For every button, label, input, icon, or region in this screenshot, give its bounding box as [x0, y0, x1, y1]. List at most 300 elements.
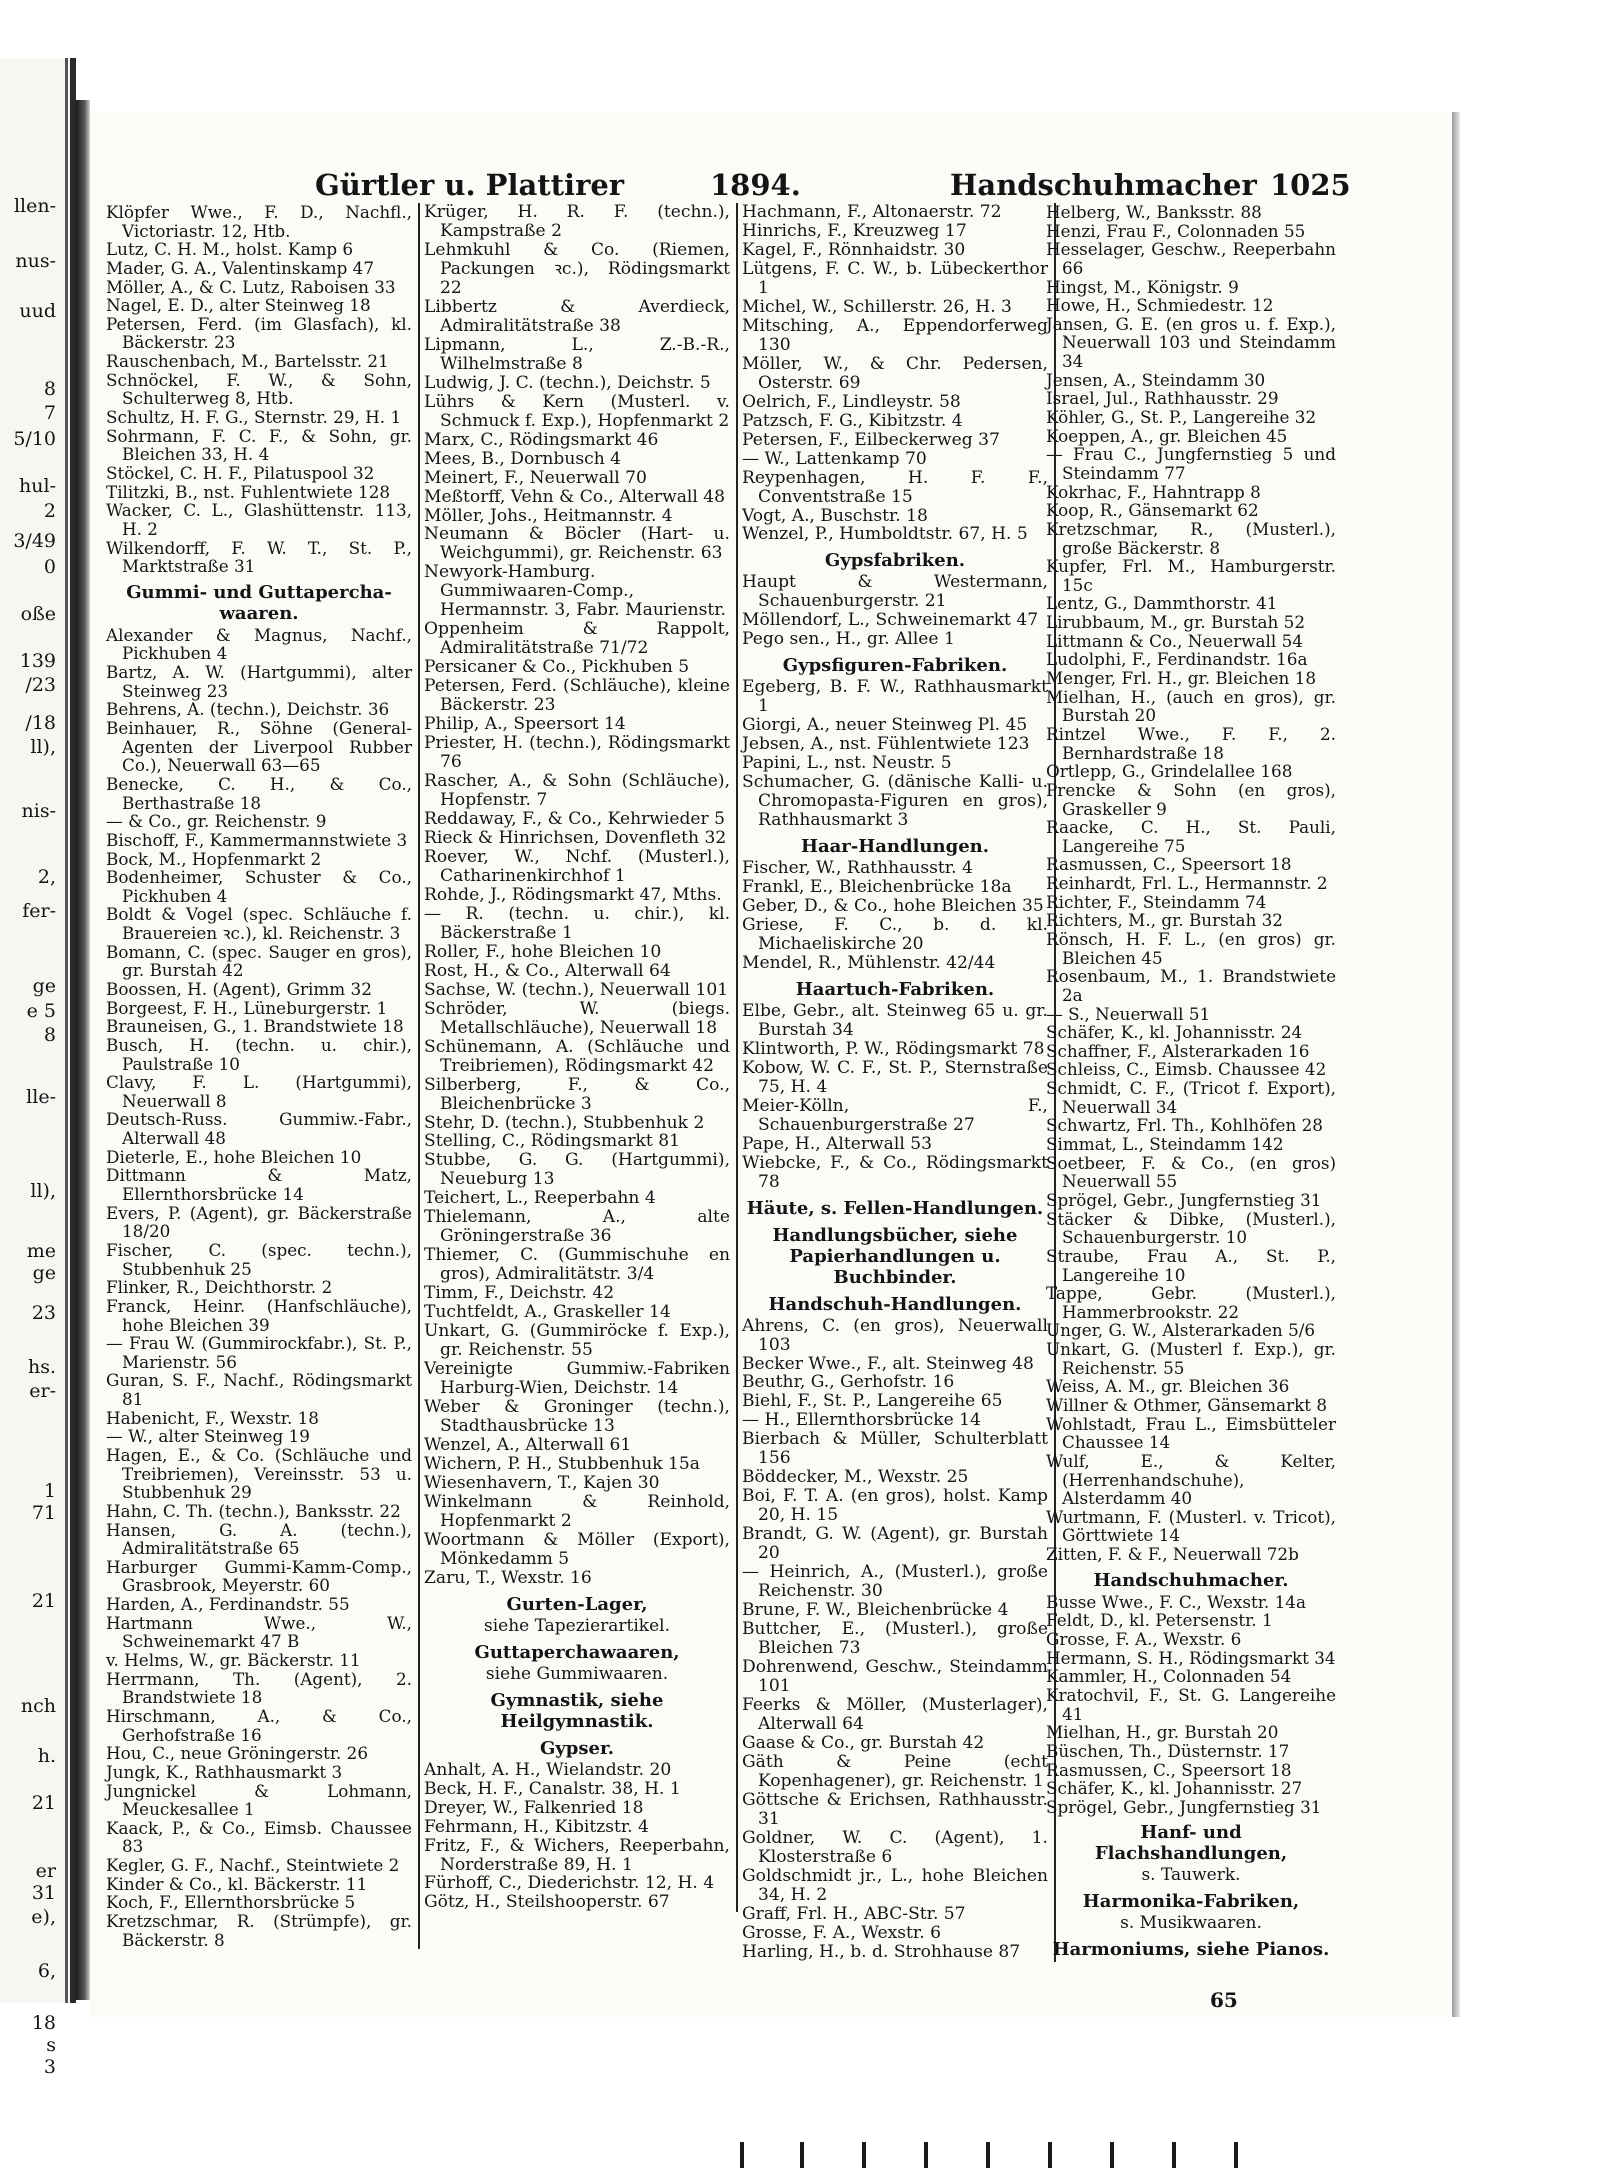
- directory-entry: Pego sen., H., gr. Allee 1: [742, 629, 955, 650]
- directory-entry: Boi, F. T. A. (en gros), holst. Kamp 20, H. 15: [742, 1486, 1048, 1526]
- directory-entry: Rascher, A., & Sohn (Schläuche), Hopfenstr. 7: [424, 771, 730, 811]
- margin-fragment: ge: [32, 975, 56, 997]
- directory-entry: Lührs & Kern (Musterl. v. Schmuck f. Exp.), Hopfenmarkt 2: [424, 391, 730, 431]
- directory-entry: Weiss, A. M., gr. Bleichen 36: [1046, 1376, 1290, 1397]
- directory-entry: Möllendorf, L., Schweinemarkt 47: [742, 610, 1039, 631]
- directory-entry: Fritz, F., & Wichers, Reeperbahn, Norderstraße 89, H. 1: [424, 1835, 730, 1875]
- margin-fragment: 31: [31, 1882, 56, 1904]
- directory-entry: Tappe, Gebr. (Musterl.), Hammerbrookstr. 22: [1046, 1283, 1336, 1322]
- directory-entry: Libbertz & Averdieck, Admiralitätstraße 38: [424, 296, 730, 336]
- directory-entry: Tuchtfeldt, A., Graskeller 14: [424, 1302, 671, 1323]
- directory-entry: Thiemer, C. (Gummischuhe en gros), Admiralitätstr. 3/4: [424, 1245, 730, 1285]
- directory-entry: — H., Ellernthorsbrücke 14: [742, 1410, 981, 1431]
- directory-entry: Göttsche & Erichsen, Rathhausstr. 31: [742, 1789, 1048, 1829]
- margin-fragment: /23: [25, 674, 56, 696]
- directory-entry: Jungk, K., Rathhausmarkt 3: [106, 1761, 343, 1782]
- directory-entry: Biehl, F., St. P., Langereihe 65: [742, 1391, 1003, 1412]
- directory-entry: Roever, W., Nchf. (Musterl.), Catharinenkirchhof 1: [424, 846, 730, 886]
- directory-entry: Hinrichs, F., Kreuzweg 17: [742, 220, 967, 241]
- directory-entry: Willner & Othmer, Gänsemarkt 8: [1046, 1395, 1328, 1415]
- column-rule: [418, 203, 420, 1949]
- directory-entry: Gaase & Co., gr. Burstah 42: [742, 1732, 985, 1753]
- margin-fragment: uud: [19, 300, 56, 322]
- directory-entry: Kinder & Co., kl. Bäckerstr. 11: [106, 1873, 368, 1894]
- directory-entry: Sohrmann, F. C. F., & Sohn, gr. Bleichen 33, H. 4: [106, 425, 412, 465]
- directory-entry: Götz, H., Steilshooperstr. 67: [424, 1892, 670, 1913]
- directory-entry: Wohlstadt, Frau L., Eimsbütteler Chaussee 14: [1046, 1413, 1336, 1453]
- margin-fragment: 23: [31, 1302, 56, 1324]
- directory-entry: Lutz, C. H. M., holst. Kamp 6: [106, 239, 354, 260]
- directory-entry: Soetbeer, F. & Co., (en gros) Neuerwall 55: [1046, 1152, 1336, 1192]
- margin-fragment: fer-: [22, 900, 56, 922]
- directory-entry: Dittmann & Matz, Ellernthorsbrücke 14: [106, 1165, 412, 1205]
- directory-entry: Dohrenwend, Geschw., Steindamm 101: [742, 1657, 1048, 1696]
- directory-entry: Hirschmann, A., & Co., Gerhofstraße 16: [106, 1705, 412, 1745]
- directory-entry: Koop, R., Gänsemarkt 62: [1046, 500, 1259, 521]
- margin-fragment: llen-: [13, 195, 56, 217]
- binding-shadow: [65, 58, 68, 2003]
- directory-column-2: [424, 203, 730, 1912]
- section-heading: Handlungsbücher, siehe Papierhandlungen u. Buchbinder.: [772, 1224, 1018, 1288]
- directory-entry: Jungnickel & Lohmann, Meuckesallee 1: [106, 1780, 412, 1820]
- directory-entry: Nagel, E. D., alter Steinweg 18: [106, 295, 371, 316]
- directory-entry: Raacke, C. H., St. Pauli, Langereihe 75: [1046, 817, 1336, 856]
- directory-entry: Wenzel, P., Humboldtstr. 67, H. 5: [742, 524, 1028, 545]
- directory-entry: Boldt & Vogel (spec. Schläuche f. Brauereien ꝛc.), kl. Reichenstr. 3: [106, 904, 412, 944]
- directory-entry: Lehmkuhl & Co. (Riemen, Packungen ꝛc.), Rödingsmarkt 22: [424, 239, 730, 298]
- directory-column-3: [742, 203, 1048, 1962]
- directory-entry: Neumann & Böcler (Hart- u. Weichgummi), gr. Reichenstr. 63: [424, 524, 730, 564]
- directory-entry: — R. (techn. u. chir.), kl. Bäckerstraße 1: [424, 903, 730, 943]
- margin-fragment: /18: [25, 712, 56, 734]
- directory-entry: Kupfer, Frl. M., Hamburgerstr. 15c: [1046, 556, 1336, 595]
- directory-entry: Koeppen, A., gr. Bleichen 45: [1046, 425, 1288, 446]
- directory-entry: Bock, M., Hopfenmarkt 2: [106, 848, 322, 869]
- margin-fragment: 139: [19, 650, 56, 672]
- directory-entry: Mielhan, H., (auch en gros), gr. Burstah 20: [1046, 686, 1336, 726]
- directory-entry: Feldt, D., kl. Petersenstr. 1: [1046, 1610, 1273, 1631]
- page-number: 1025: [1270, 168, 1351, 202]
- directory-entry: Möller, Johs., Heitmannstr. 4: [424, 505, 673, 526]
- directory-entry: Dreyer, W., Falkenried 18: [424, 1797, 644, 1818]
- directory-entry: Schäfer, K., kl. Johannisstr. 27: [1046, 1778, 1303, 1799]
- directory-entry: Hansen, G. A. (techn.), Admiralitätstraße 65: [106, 1519, 412, 1559]
- directory-entry: Papini, L., nst. Neustr. 5: [742, 753, 952, 774]
- section-heading: Gypsfiguren-Fabriken.: [782, 655, 1008, 677]
- directory-entry: — W., alter Steinweg 19: [106, 1426, 310, 1447]
- directory-entry: Rasmussen, C., Speersort 18: [1046, 1759, 1292, 1780]
- directory-entry: Israel, Jul., Rathhausstr. 29: [1046, 388, 1279, 409]
- directory-entry: Vogt, A., Buschstr. 18: [742, 505, 928, 526]
- section-heading: Harmoniums, siehe Pianos.: [1052, 1938, 1330, 1960]
- directory-entry: Simmat, L., Steindamm 142: [1046, 1134, 1284, 1155]
- directory-entry: Schünemann, A. (Schläuche und Treibriemen), Rödingsmarkt 42: [424, 1036, 730, 1076]
- directory-entry: Unkart, G. (Gummiröcke f. Exp.), gr. Reichenstr. 55: [424, 1321, 730, 1361]
- column-rule: [736, 203, 738, 1912]
- section-heading: Häute, s. Fellen-Handlungen.: [746, 1197, 1044, 1219]
- directory-entry: Böddecker, M., Wexstr. 25: [742, 1467, 969, 1488]
- directory-entry: Schumacher, G. (dänische Kalli- u. Chromopasta-Figuren en gros), Rathhausmarkt 3: [742, 772, 1048, 831]
- directory-entry: — & Co., gr. Reichenstr. 9: [106, 811, 327, 832]
- directory-entry: Klöpfer Wwe., F. D., Nachfl., Victoriastr. 12, Htb.: [106, 202, 412, 241]
- directory-entry: Rauschenbach, M., Bartelsstr. 21: [106, 351, 389, 372]
- section-heading: Handschuh-Handlungen.: [768, 1293, 1022, 1315]
- margin-fragment: nch: [20, 1695, 56, 1717]
- directory-entry: Rost, H., & Co., Alterwall 64: [424, 960, 671, 981]
- directory-entry: Richter, F., Steindamm 74: [1046, 891, 1267, 912]
- section-heading: Gypsfabriken.: [824, 550, 966, 572]
- directory-entry: — W., Lattenkamp 70: [742, 448, 927, 469]
- directory-entry: Wurtmann, F. (Musterl. v. Tricot), Görttwiete 14: [1046, 1506, 1336, 1546]
- directory-entry: Guran, S. F., Nachf., Rödingsmarkt 81: [106, 1370, 412, 1410]
- directory-entry: Roller, F., hohe Bleichen 10: [424, 941, 662, 962]
- margin-fragment: 8: [43, 1024, 56, 1046]
- directory-entry: Wiebcke, F., & Co., Rödingsmarkt 78: [742, 1152, 1048, 1192]
- directory-entry: Schultz, H. F. G., Sternstr. 29, H. 1: [106, 407, 402, 428]
- directory-entry: Hachmann, F., Altonaerstr. 72: [742, 202, 1002, 222]
- section-heading: Haartuch-Fabriken.: [795, 978, 995, 1000]
- directory-entry: Egeberg, B. F. W., Rathhausmarkt 1: [742, 677, 1048, 717]
- directory-entry: Harden, A., Ferdinandstr. 55: [106, 1594, 350, 1615]
- margin-fragment: 71: [31, 1502, 56, 1524]
- directory-entry: Michel, W., Schillerstr. 26, H. 3: [742, 296, 1012, 317]
- directory-entry: Krüger, H. R. F. (techn.), Kampstraße 2: [424, 202, 730, 241]
- directory-entry: Zitten, F. & F., Neuerwall 72b: [1046, 1544, 1299, 1565]
- directory-entry: Graff, Frl. H., ABC-Str. 57: [742, 1903, 966, 1924]
- directory-entry: Lentz, G., Dammthorstr. 41: [1046, 593, 1278, 614]
- directory-entry: Priester, H. (techn.), Rödingsmarkt 76: [424, 733, 730, 773]
- directory-entry: Wenzel, A., Alterwall 61: [424, 1434, 632, 1455]
- directory-entry: Richters, M., gr. Burstah 32: [1046, 910, 1283, 931]
- directory-entry: Büschen, Th., Düsternstr. 17: [1046, 1740, 1290, 1761]
- directory-entry: Straube, Frau A., St. P., Langereihe 10: [1046, 1245, 1336, 1285]
- directory-entry: Busse Wwe., F. C., Wexstr. 14a: [1046, 1591, 1306, 1612]
- directory-entry: Kokrhac, F., Hahntrapp 8: [1046, 481, 1261, 502]
- directory-entry: Schmidt, C. F., (Tricot f. Export), Neuerwall 34: [1046, 1078, 1336, 1117]
- directory-entry: Jensen, A., Steindamm 30: [1046, 369, 1266, 390]
- cross-reference: siehe Tapezierartikel.: [483, 1615, 671, 1636]
- directory-entry: Dieterle, E., hohe Bleichen 10: [106, 1146, 362, 1167]
- directory-entry: Ludolphi, F., Ferdinandstr. 16a: [1046, 649, 1308, 670]
- directory-entry: Evers, P. (Agent), gr. Bäckerstraße 18/20: [106, 1202, 412, 1242]
- directory-entry: Tilitzki, B., nst. Fuhlentwiete 128: [106, 481, 391, 502]
- directory-entry: Deutsch-Russ. Gummiw.-Fabr., Alterwall 48: [106, 1109, 412, 1149]
- margin-fragment: 8: [43, 378, 56, 400]
- directory-entry: Benecke, C. H., & Co., Berthastraße 18: [106, 773, 412, 813]
- directory-entry: Ortlepp, G., Grindelallee 168: [1046, 761, 1293, 782]
- directory-entry: Fürhoff, C., Diederichstr. 12, H. 4: [424, 1873, 715, 1894]
- directory-entry: Kagel, F., Rönnhaidstr. 30: [742, 239, 966, 260]
- directory-entry: Newyork-Hamburg. Gummiwaaren-Comp., Hermannstr. 3, Fabr. Maurienstr.: [424, 562, 726, 621]
- directory-entry: Alexander & Magnus, Nachf., Pickhuben 4: [106, 624, 412, 664]
- directory-entry: Brandt, G. W. (Agent), gr. Burstah 20: [742, 1524, 1048, 1564]
- directory-entry: Reinhardt, Frl. L., Hermannstr. 2: [1046, 873, 1328, 894]
- cross-reference: siehe Gummiwaaren.: [485, 1663, 669, 1684]
- directory-entry: Stubbe, G. G. (Hartgummi), Neueburg 13: [424, 1150, 730, 1190]
- directory-entry: Zaru, T., Wexstr. 16: [424, 1567, 592, 1588]
- directory-entry: Hingst, M., Königstr. 9: [1046, 276, 1239, 297]
- directory-entry: Marx, C., Rödingsmarkt 46: [424, 429, 659, 450]
- directory-entry: Mees, B., Dornbusch 4: [424, 448, 622, 469]
- directory-entry: Fischer, W., Rathhausstr. 4: [742, 858, 973, 879]
- directory-entry: Jansen, G. E. (en gros u. f. Exp.), Neuerwall 103 und Steindamm 34: [1046, 313, 1336, 372]
- directory-entry: Hartmann Wwe., W., Schweinemarkt 47 B: [106, 1612, 412, 1652]
- directory-entry: Sachse, W. (techn.), Neuerwall 101: [424, 979, 729, 1000]
- directory-entry: Kegler, G. F., Nachf., Steintwiete 2: [106, 1855, 400, 1876]
- directory-entry: Wacker, C. L., Glashüttenstr. 113, H. 2: [106, 500, 412, 539]
- directory-entry: Rieck & Hinrichsen, Dovenfleth 32: [424, 827, 727, 848]
- directory-entry: Kammler, H., Colonnaden 54: [1046, 1666, 1292, 1687]
- directory-entry: — S., Neuerwall 51: [1046, 1003, 1211, 1024]
- directory-entry: Pape, H., Alterwall 53: [742, 1133, 932, 1154]
- directory-entry: Rönsch, H. F. L., (en gros) gr. Bleichen 45: [1046, 928, 1336, 968]
- directory-entry: Lütgens, F. C. W., b. Lübeckerthor 1: [742, 258, 1048, 298]
- directory-entry: Winkelmann & Reinhold, Hopfenmarkt 2: [424, 1491, 730, 1531]
- directory-entry: Schwartz, Frl. Th., Kohlhöfen 28: [1046, 1115, 1323, 1136]
- directory-entry: Hahn, C. Th. (techn.), Banksstr. 22: [106, 1500, 401, 1521]
- directory-entry: Stehr, D. (techn.), Stubbenhuk 2: [424, 1112, 705, 1133]
- directory-entry: Beck, H. F., Canalstr. 38, H. 1: [424, 1778, 681, 1799]
- directory-entry: Behrens, A. (techn.), Deichstr. 36: [106, 699, 390, 720]
- directory-entry: Flinker, R., Deichthorstr. 2: [106, 1277, 333, 1298]
- directory-entry: Bomann, C. (spec. Sauger en gros), gr. Burstah 42: [106, 941, 412, 981]
- directory-entry: Patzsch, F. G., Kibitzstr. 4: [742, 410, 963, 431]
- directory-entry: Hesselager, Geschw., Reeperbahn 66: [1046, 239, 1336, 278]
- directory-entry: Meinert, F., Neuerwall 70: [424, 467, 647, 488]
- film-edge-marks: [740, 2142, 1260, 2172]
- directory-entry: Helberg, W., Banksstr. 88: [1046, 202, 1262, 222]
- directory-entry: Kretzschmar, R. (Strümpfe), gr. Bäckerstr. 8: [106, 1911, 412, 1950]
- directory-entry: Kobow, W. C. F., St. P., Sternstraße 75, H. 4: [742, 1057, 1048, 1097]
- directory-entry: Habenicht, F., Wexstr. 18: [106, 1407, 319, 1428]
- margin-fragment: ge: [32, 1262, 56, 1284]
- directory-entry: Klintworth, P. W., Rödingsmarkt 78: [742, 1038, 1045, 1059]
- directory-entry: Bierbach & Müller, Schulterblatt 156: [742, 1429, 1048, 1469]
- margin-fragment: 21: [31, 1792, 56, 1814]
- margin-fragment: 5/10: [13, 428, 56, 450]
- directory-column-1: [106, 203, 412, 1949]
- directory-entry: Kratochvil, F., St. G. Langereihe 41: [1046, 1684, 1336, 1724]
- section-heading: Handschuhmacher.: [1093, 1569, 1289, 1591]
- directory-entry: Koch, F., Ellernthorsbrücke 5: [106, 1892, 356, 1913]
- directory-entry: Grosse, F. A., Wexstr. 6: [742, 1922, 941, 1943]
- directory-entry: — Frau C., Jungfernstieg 5 und Steindamm 77: [1046, 444, 1336, 483]
- directory-entry: Vereinigte Gummiw.-Fabriken Harburg-Wien, Deichstr. 14: [424, 1359, 730, 1399]
- directory-entry: Lirubbaum, M., gr. Burstah 52: [1046, 612, 1306, 633]
- directory-column-4: [1046, 203, 1336, 1962]
- margin-fragment: 18: [31, 2012, 56, 2034]
- directory-entry: Brauneisen, G., 1. Brandstwiete 18: [106, 1016, 404, 1037]
- directory-entry: Gäth & Peine (echt Kopenhagener), gr. Reichenstr. 1: [742, 1751, 1048, 1791]
- margin-fragment: 3: [43, 2056, 56, 2078]
- directory-entry: Stöckel, C. H. F., Pilatuspool 32: [106, 462, 375, 483]
- directory-entry: Giorgi, A., neuer Steinweg Pl. 45: [742, 715, 1028, 736]
- directory-entry: Harling, H., b. d. Strohhause 87: [742, 1941, 1021, 1962]
- directory-entry: Griese, F. C., b. d. kl. Michaeliskirche 20: [742, 914, 1048, 954]
- directory-entry: Petersen, F., Eilbeckerweg 37: [742, 429, 1000, 450]
- directory-entry: Fischer, C. (spec. techn.), Stubbenhuk 25: [106, 1239, 412, 1279]
- directory-entry: Wiesenhavern, T., Kajen 30: [424, 1472, 660, 1493]
- section-heading: Gurten-Lager,: [506, 1593, 648, 1615]
- directory-entry: Jebsen, A., nst. Fühlentwiete 123: [742, 734, 1030, 755]
- directory-entry: Kaack, P., & Co., Eimsb. Chaussee 83: [106, 1817, 412, 1857]
- directory-entry: Oppenheim & Rappolt, Admiralitätstraße 71/72: [424, 619, 730, 659]
- directory-entry: Woortmann & Möller (Export), Mönkedamm 5: [424, 1529, 730, 1569]
- directory-entry: Hou, C., neue Gröningerstr. 26: [106, 1743, 369, 1764]
- directory-entry: Anhalt, A. H., Wielandstr. 20: [424, 1759, 672, 1780]
- directory-entry: Unkart, G. (Musterl f. Exp.), gr. Reichenstr. 55: [1046, 1339, 1336, 1378]
- directory-entry: Beinhauer, R., Söhne (General-Agenten der Liverpool Rubber Co.), Neuerwall 63—65: [106, 718, 412, 776]
- directory-entry: Herrmann, Th. (Agent), 2. Brandstwiete 18: [106, 1668, 412, 1708]
- directory-entry: Rintzel Wwe., F. F., 2. Bernhardstraße 18: [1046, 723, 1336, 763]
- directory-entry: Meier-Kölln, F., Schauenburgerstraße 27: [742, 1095, 1048, 1135]
- directory-entry: v. Helms, W., gr. Bäckerstr. 11: [106, 1650, 361, 1671]
- margin-fragment: er-: [29, 1380, 56, 1402]
- directory-entry: Mitsching, A., Eppendorferweg 130: [742, 315, 1048, 355]
- directory-entry: Boossen, H. (Agent), Grimm 32: [106, 978, 372, 999]
- directory-entry: Stäcker & Dibke, (Musterl.), Schauenburgerstr. 10: [1046, 1208, 1336, 1248]
- margin-fragment: 2,: [37, 866, 56, 888]
- margin-fragment: 21: [31, 1590, 56, 1612]
- directory-entry: Petersen, Ferd. (Schläuche), kleine Bäckerstr. 23: [424, 676, 730, 716]
- section-heading: Harmonika-Fabriken,: [1082, 1891, 1300, 1913]
- margin-fragment: 3/49: [13, 530, 56, 552]
- margin-fragment: 0: [43, 556, 56, 578]
- margin-fragment: 2: [43, 500, 56, 522]
- directory-entry: Schröder, W. (biegs. Metallschläuche), Neuerwall 18: [424, 998, 730, 1038]
- directory-entry: Sprögel, Gebr., Jungfernstieg 31: [1046, 1189, 1322, 1210]
- margin-fragment: nus-: [15, 250, 56, 272]
- directory-entry: Sprögel, Gebr., Jungfernstieg 31: [1046, 1796, 1322, 1817]
- directory-entry: Grosse, F. A., Wexstr. 6: [1046, 1629, 1242, 1650]
- directory-entry: Petersen, Ferd. (im Glasfach), kl. Bäckerstr. 23: [106, 313, 412, 353]
- directory-entry: Lipmann, L., Z.-B.-R., Wilhelmstraße 8: [424, 334, 730, 374]
- directory-entry: Henzi, Frau F., Colonnaden 55: [1046, 220, 1306, 241]
- directory-entry: Ahrens, C. (en gros), Neuerwall 103: [742, 1315, 1048, 1355]
- book-gutter: [76, 100, 90, 2000]
- directory-entry: Borgeest, F. H., Lüneburgerstr. 1: [106, 997, 388, 1018]
- directory-entry: Busch, H. (techn. u. chir.), Paulstraße 10: [106, 1034, 412, 1074]
- directory-entry: Unger, G. W., Alsterarkaden 5/6: [1046, 1320, 1316, 1341]
- directory-entry: Schäfer, K., kl. Johannisstr. 24: [1046, 1022, 1303, 1043]
- directory-entry: Thielemann, A., alte Gröningerstraße 36: [424, 1207, 730, 1247]
- directory-entry: Elbe, Gebr., alt. Steinweg 65 u. gr. Burstah 34: [742, 1000, 1048, 1040]
- directory-entry: Timm, F., Deichstr. 42: [424, 1283, 615, 1304]
- directory-entry: Goldner, W. C. (Agent), 1. Klosterstraße 6: [742, 1827, 1048, 1867]
- directory-entry: Philip, A., Speersort 14: [424, 714, 626, 735]
- directory-entry: Reddaway, F., & Co., Kehrwieder 5: [424, 809, 726, 829]
- directory-entry: Prencke & Sohn (en gros), Graskeller 9: [1046, 779, 1336, 819]
- cross-reference: s. Tauwerk.: [1141, 1865, 1241, 1886]
- directory-entry: Beuthr, G., Gerhofstr. 16: [742, 1372, 955, 1393]
- section-heading: Gymnastik, siehe Heilgymnastik.: [490, 1689, 664, 1732]
- directory-entry: Möller, A., & C. Lutz, Raboisen 33: [106, 276, 396, 297]
- directory-entry: Silberberg, F., & Co., Bleichenbrücke 3: [424, 1074, 730, 1114]
- directory-entry: Geber, D., & Co., hohe Bleichen 35: [742, 896, 1044, 916]
- section-heading: Gummi- und Guttapercha-waaren.: [126, 581, 392, 624]
- margin-fragment: ll),: [30, 736, 56, 758]
- margin-fragment: hul-: [19, 475, 56, 497]
- margin-fragment: s: [46, 2034, 56, 2056]
- directory-entry: Brune, F. W., Bleichenbrücke 4: [742, 1600, 1009, 1621]
- section-heading: Gypser.: [539, 1737, 615, 1759]
- header-right-title: Handschuhmacher: [950, 168, 1257, 202]
- margin-fragment: nis-: [21, 800, 56, 822]
- margin-fragment: 7: [43, 402, 56, 424]
- directory-entry: Howe, H., Schmiedestr. 12: [1046, 295, 1274, 316]
- directory-entry: Persicaner & Co., Pickhuben 5: [424, 657, 690, 678]
- directory-entry: Rasmussen, C., Speersort 18: [1046, 854, 1292, 875]
- directory-entry: Franck, Heinr. (Hanfschläuche), hohe Bleichen 39: [106, 1295, 412, 1335]
- directory-entry: Köhler, G., St. P., Langereihe 32: [1046, 407, 1317, 428]
- directory-entry: Schnöckel, F. W., & Sohn, Schulterweg 8, Htb.: [106, 369, 412, 409]
- directory-entry: Möller, W., & Chr. Pedersen, Osterstr. 69: [742, 353, 1048, 393]
- directory-entry: Bodenheimer, Schuster & Co., Pickhuben 4: [106, 867, 412, 906]
- directory-entry: Littmann & Co., Neuerwall 54: [1046, 630, 1303, 651]
- directory-entry: Stelling, C., Rödingsmarkt 81: [424, 1131, 680, 1152]
- directory-entry: Weber & Groninger (techn.), Stadthausbrücke 13: [424, 1397, 730, 1436]
- margin-fragment: h.: [37, 1745, 56, 1767]
- directory-entry: Meßtorff, Vehn & Co., Alterwall 48: [424, 486, 726, 507]
- directory-entry: Harburger Gummi-Kamm-Comp., Grasbrook, Meyerstr. 60: [106, 1556, 412, 1596]
- directory-entry: Frankl, E., Bleichenbrücke 18a: [742, 877, 1012, 898]
- directory-entry: Becker Wwe., F., alt. Steinweg 48: [742, 1353, 1034, 1374]
- directory-entry: Fehrmann, H., Kibitzstr. 4: [424, 1816, 649, 1837]
- directory-entry: Haupt & Westermann, Schauenburgerstr. 21: [742, 572, 1048, 612]
- directory-entry: Teichert, L., Reeperbahn 4: [424, 1188, 656, 1209]
- directory-entry: Bartz, A. W. (Hartgummi), alter Steinweg 23: [106, 662, 412, 701]
- margin-fragment: me: [26, 1240, 56, 1262]
- directory-entry: Menger, Frl. H., gr. Bleichen 18: [1046, 668, 1316, 689]
- directory-entry: Wilkendorff, F. W. T., St. P., Marktstraße 31: [106, 537, 412, 577]
- margin-fragment: e),: [31, 1906, 56, 1928]
- previous-page-edge: [0, 58, 76, 2078]
- margin-fragment: 6,: [37, 1960, 56, 1982]
- directory-entry: Clavy, F. L. (Hartgummi), Neuerwall 8: [106, 1072, 412, 1111]
- directory-entry: Wulf, E., & Kelter, (Herrenhandschuhe), Alsterdamm 40: [1046, 1450, 1336, 1509]
- directory-entry: Mader, G. A., Valentinskamp 47: [106, 257, 375, 278]
- directory-entry: Bischoff, F., Kammermannstwiete 3: [106, 829, 408, 850]
- directory-entry: Hagen, E., & Co. (Schläuche und Treibriemen), Vereinsstr. 53 u. Stubbenhuk 29: [106, 1445, 412, 1503]
- margin-fragment: ll),: [30, 1180, 56, 1202]
- directory-entry: Schleiss, C., Eimsb. Chaussee 42: [1046, 1059, 1327, 1080]
- margin-fragment: e 5: [26, 1000, 56, 1022]
- directory-entry: Rosenbaum, M., 1. Brandstwiete 2a: [1046, 966, 1336, 1005]
- directory-entry: — Frau W. (Gummirockfabr.), St. P., Marienstr. 56: [106, 1333, 412, 1372]
- margin-fragment: er: [35, 1860, 56, 1882]
- directory-entry: Wichern, P. H., Stubbenhuk 15a: [424, 1453, 700, 1474]
- page-edge: [1452, 112, 1460, 2017]
- margin-fragment: lle-: [26, 1086, 56, 1108]
- margin-fragment: hs.: [27, 1356, 56, 1378]
- header-year: 1894.: [710, 168, 801, 202]
- header-left-title: Gürtler u. Plattirer: [315, 168, 625, 202]
- directory-entry: Oelrich, F., Lindleystr. 58: [742, 391, 961, 412]
- directory-entry: Goldschmidt jr., L., hohe Bleichen 34, H. 2: [742, 1865, 1048, 1905]
- directory-entry: Kretzschmar, R., (Musterl.), große Bäckerstr. 8: [1046, 518, 1336, 558]
- cross-reference: s. Musikwaaren.: [1120, 1913, 1262, 1934]
- section-heading: Guttaperchawaaren,: [474, 1641, 680, 1663]
- directory-entry: Reypenhagen, H. F. F., Conventstraße 15: [742, 467, 1048, 507]
- directory-entry: Schaffner, F., Alsterarkaden 16: [1046, 1040, 1310, 1061]
- signature-mark: 65: [1210, 1988, 1238, 2012]
- directory-entry: Mendel, R., Mühlenstr. 42/44: [742, 952, 996, 973]
- directory-entry: Rohde, J., Rödingsmarkt 47, Mths.: [424, 884, 722, 905]
- directory-entry: Buttcher, E., (Musterl.), große Bleichen 73: [742, 1619, 1048, 1659]
- directory-entry: Mielhan, H., gr. Burstah 20: [1046, 1722, 1279, 1743]
- directory-entry: Hermann, S. H., Rödingsmarkt 34: [1046, 1647, 1336, 1668]
- directory-entry: — Heinrich, A., (Musterl.), große Reichenstr. 30: [742, 1562, 1048, 1602]
